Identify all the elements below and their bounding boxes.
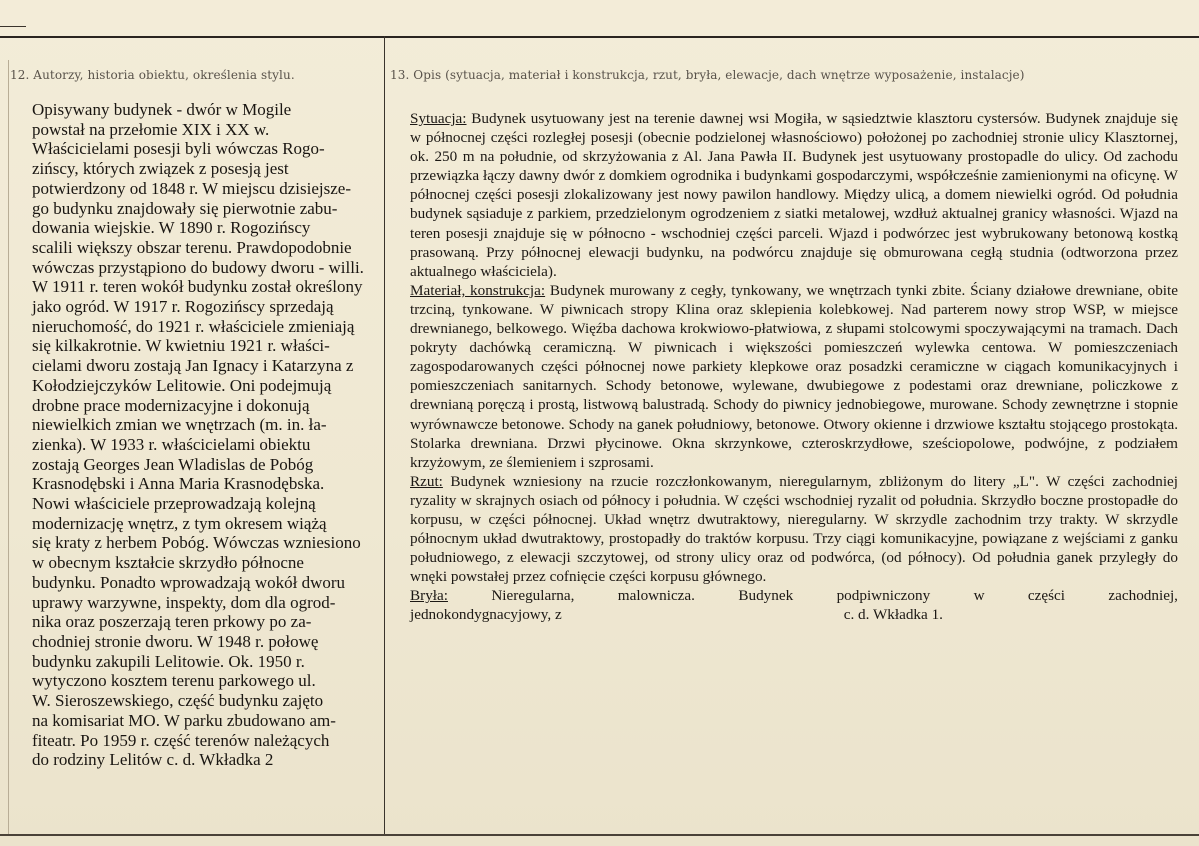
history-line: nika oraz poszerzają teren prkowy po za- [32, 612, 312, 632]
history-line: do rodziny Lelitów c. d. Wkładka 2 [32, 750, 274, 770]
history-line: Opisywany budynek - dwór w Mogile [32, 100, 292, 119]
history-line: modernizację wnętrz, z tym okresem wiążą [32, 513, 327, 533]
history-line: drobne prace modernizacyjne i dokonują [32, 395, 310, 415]
history-line: Właścicielami posesji byli wówczas Rogo- [32, 139, 325, 159]
history-line: się kilkakrotnie. W kwietniu 1921 r. właści- [32, 336, 330, 356]
history-text-column [32, 100, 390, 770]
history-line: scalili większy obszar terenu. Prawdopodobnie [32, 237, 352, 257]
rzut-text: Budynek wzniesiony na rzucie rozczłonkowanym, nieregularnym, zbliżonym do litery „L". W części zachodniej ryzality w skrajnych osiach od północy i południa. W części wschodniej ryzalit od południa. Skrzydło boczne prostopadłe do korpusu, w części północnej. Układ wnętrz dwutraktowy, nieregularny. W skrzydle zachodnim trzy trakty. W skrzydle północnym układ dwutraktowy, prostopadły do traktów korpusu. Trzy ciągi komunikacyjne, powiązane z wejściami z ganku południowego, z elewacji szczytowej, od strony ulicy oraz od podwórca, (od północy). Od południa ganek przyległy do wnęki powstałej przez cofnięcie części korpusu głównego. [410, 472, 1178, 586]
history-line: Nowi właściciele przeprowadzają kolejną [32, 494, 316, 514]
bottom-rule [0, 834, 1199, 836]
history-line: go budynku znajdowały się pierwotnie zabu- [32, 198, 338, 218]
bryla-word: podpiwniczony [836, 587, 931, 605]
section-12-header: 12. Autorzy, historia obiektu, określenia stylu. [10, 68, 295, 82]
history-line: na komisariat MO. W parku zbudowano am- [32, 710, 336, 730]
bryla-word: części [1027, 587, 1066, 605]
bryla-word: w [973, 587, 985, 605]
history-line: w obecnym kształcie skrzydło północne [32, 553, 304, 573]
section-13-header: 13. Opis (sytuacja, materiał i konstrukcja, rzut, bryła, elewacje, dach wnętrze wyposażenie, instalacje) [390, 68, 1025, 82]
material-label: Materiał, konstrukcja: [410, 281, 546, 299]
history-line: Kołodziejczyków Lelitowie. Oni podejmują [32, 375, 332, 395]
margin-tick [0, 26, 26, 27]
rzut-label: Rzut: [410, 472, 443, 490]
bryla-second-line [410, 605, 1178, 624]
history-line: W 1911 r. teren wokół budynku został określony [32, 277, 363, 297]
history-line: W. Sieroszewskiego, część budynku zajęto [32, 691, 324, 711]
bryla-word: zachodniej, [1108, 587, 1178, 605]
material-paragraph [410, 281, 1178, 472]
bryla-word: Budynek [738, 587, 794, 605]
left-margin-line [8, 60, 9, 836]
history-line: chodniej stronie dworu. W 1948 r. połowę [32, 631, 319, 651]
history-line: potwierdzony od 1848 r. W miejscu dzisiejsze- [32, 178, 351, 198]
history-line: dowania wiejskie. W 1890 r. Rogozińscy [32, 218, 311, 238]
history-line: budynku zakupili Lelitowie. Ok. 1950 r. [32, 651, 305, 671]
history-line: budynku. Ponadto wprowadzają wokół dworu [32, 572, 346, 592]
history-line: się kraty z herbem Pobóg. Wówczas wzniesiono [32, 533, 361, 553]
sytuacja-paragraph [410, 109, 1178, 281]
history-line: zińscy, których związek z posesją jest [32, 159, 289, 179]
rzut-paragraph [410, 472, 1178, 587]
history-line: powstał na przełomie XIX i XX w. [32, 119, 270, 139]
bryla-first-line [410, 586, 1178, 605]
bryla-word: malownicza. [617, 587, 695, 605]
top-rule [0, 36, 1199, 38]
bryla-label: Bryła: [410, 587, 448, 605]
history-line: wówczas przystąpiono do budowy dworu - willi. [32, 257, 364, 277]
material-text: Budynek murowany z cegły, tynkowany, we wnętrzach tynki zbite. Ściany działowe drewniane, obite trzciną, tynkowane. W piwnicach stropy Klina oraz sklepienia kolebkowej. Nad parterem nowy strop WSP, w miejsce drewnianego, belkowego. Więźba dachowa krokwiowo-płatwiowa, z słupami stolcowymi spoczywającymi na tramach. Dach pokryty dachówką ceramiczną. W piwnicach i większości pomieszczeń wylewka centowa. W pomieszczeniach zagospodarowanych części północnej nowe parkiety klepkowe oraz posadzki ceramiczne w ciągach komunikacyjnych i pomieszczeniach sanitarnych. Schody betonowe, wylewane, dwubiegowe z podestami oraz drewniane, policzkowe z drewnianą poręczą i prostą, listwową balustradą. Schody do piwnicy jednobiegowe, murowane. Schody zewnętrzne i stopnie wyrównawcze betonowe. Schody na ganek południowy, betonowe. Otwory okienne i drzwiowe kształtu stojącego prostokąta. Stolarka drewniana. Drzwi płycinowe. Okna skrzynkowe, czteroskrzydłowe, sześciopolowe, podwójne, z podziałem krzyżowym, ze ślemieniem i szprosami. [410, 281, 1178, 471]
history-line: nieruchomość, do 1921 r. właściciele zmieniają [32, 316, 355, 336]
history-line: cielami dworu zostają Jan Ignacy i Katarzyna z [32, 356, 354, 376]
description-text-column [410, 109, 1178, 625]
history-line: zienka). W 1933 r. właścicielami obiektu [32, 434, 311, 454]
bryla-line2: jednokondygnacyjowy, z [410, 606, 562, 624]
history-line: fiteatr. Po 1959 r. część terenów należących [32, 730, 330, 750]
history-line: zostają Georges Jean Wladislas de Pobóg [32, 454, 314, 474]
history-line: uprawy warzywne, inspekty, dom dla ogrod- [32, 592, 336, 612]
history-line: wytyczono kosztem terenu parkowego ul. [32, 671, 316, 691]
history-line: jako ogród. W 1917 r. Rogozińscy sprzedają [32, 297, 334, 317]
sytuacja-label: Sytuacja: [410, 110, 467, 127]
bryla-word: Nieregularna, [491, 587, 575, 605]
continuation-reference: c. d. Wkładka 1. [843, 606, 943, 624]
history-line: niewielkich zmian we wnętrzach (m. in. ła- [32, 415, 327, 435]
history-line: Krasnodębski i Anna Maria Krasnodębska. [32, 474, 325, 494]
sytuacja-text: Budynek usytuowany jest na terenie dawnej wsi Mogiła, w sąsiedztwie klasztoru cystersów. Budynek znajduje się w północnej części rozległej posesji (obecnie podzielonej własnościowo) położonej po zachodniej stronie ulicy Klasztornej, ok. 250 m na południe, od skrzyżowania z Al. Jana Pawła II. Budynek jest usytuowany prostopadle do ulicy. Od zachodu przewiązka łączy dawny dwór z domkiem ogrodnika i budynkami gospodarczymi, współcześnie zamienionymi na oficynę. W północnej części posesji zlokalizowany jest nowy pawilon handlowy. Między ulicą, a domem niewielki ogród. Od południa budynek sąsiaduje z parkiem, przedzielonym ogrodzeniem z siatki metalowej, wzdłuż aktualnej granicy własności. Wjazd na teren posesji znajduje się w północno - wschodniej części parceli. Wjazd i podwórzec jest wybrukowany betonową kostką prasowaną. Przy północnej elewacji budynku, na podwórcu znajduje się obmurowana cegłą studnia (odtworzona przez aktualnego właściciela). [410, 110, 1178, 280]
